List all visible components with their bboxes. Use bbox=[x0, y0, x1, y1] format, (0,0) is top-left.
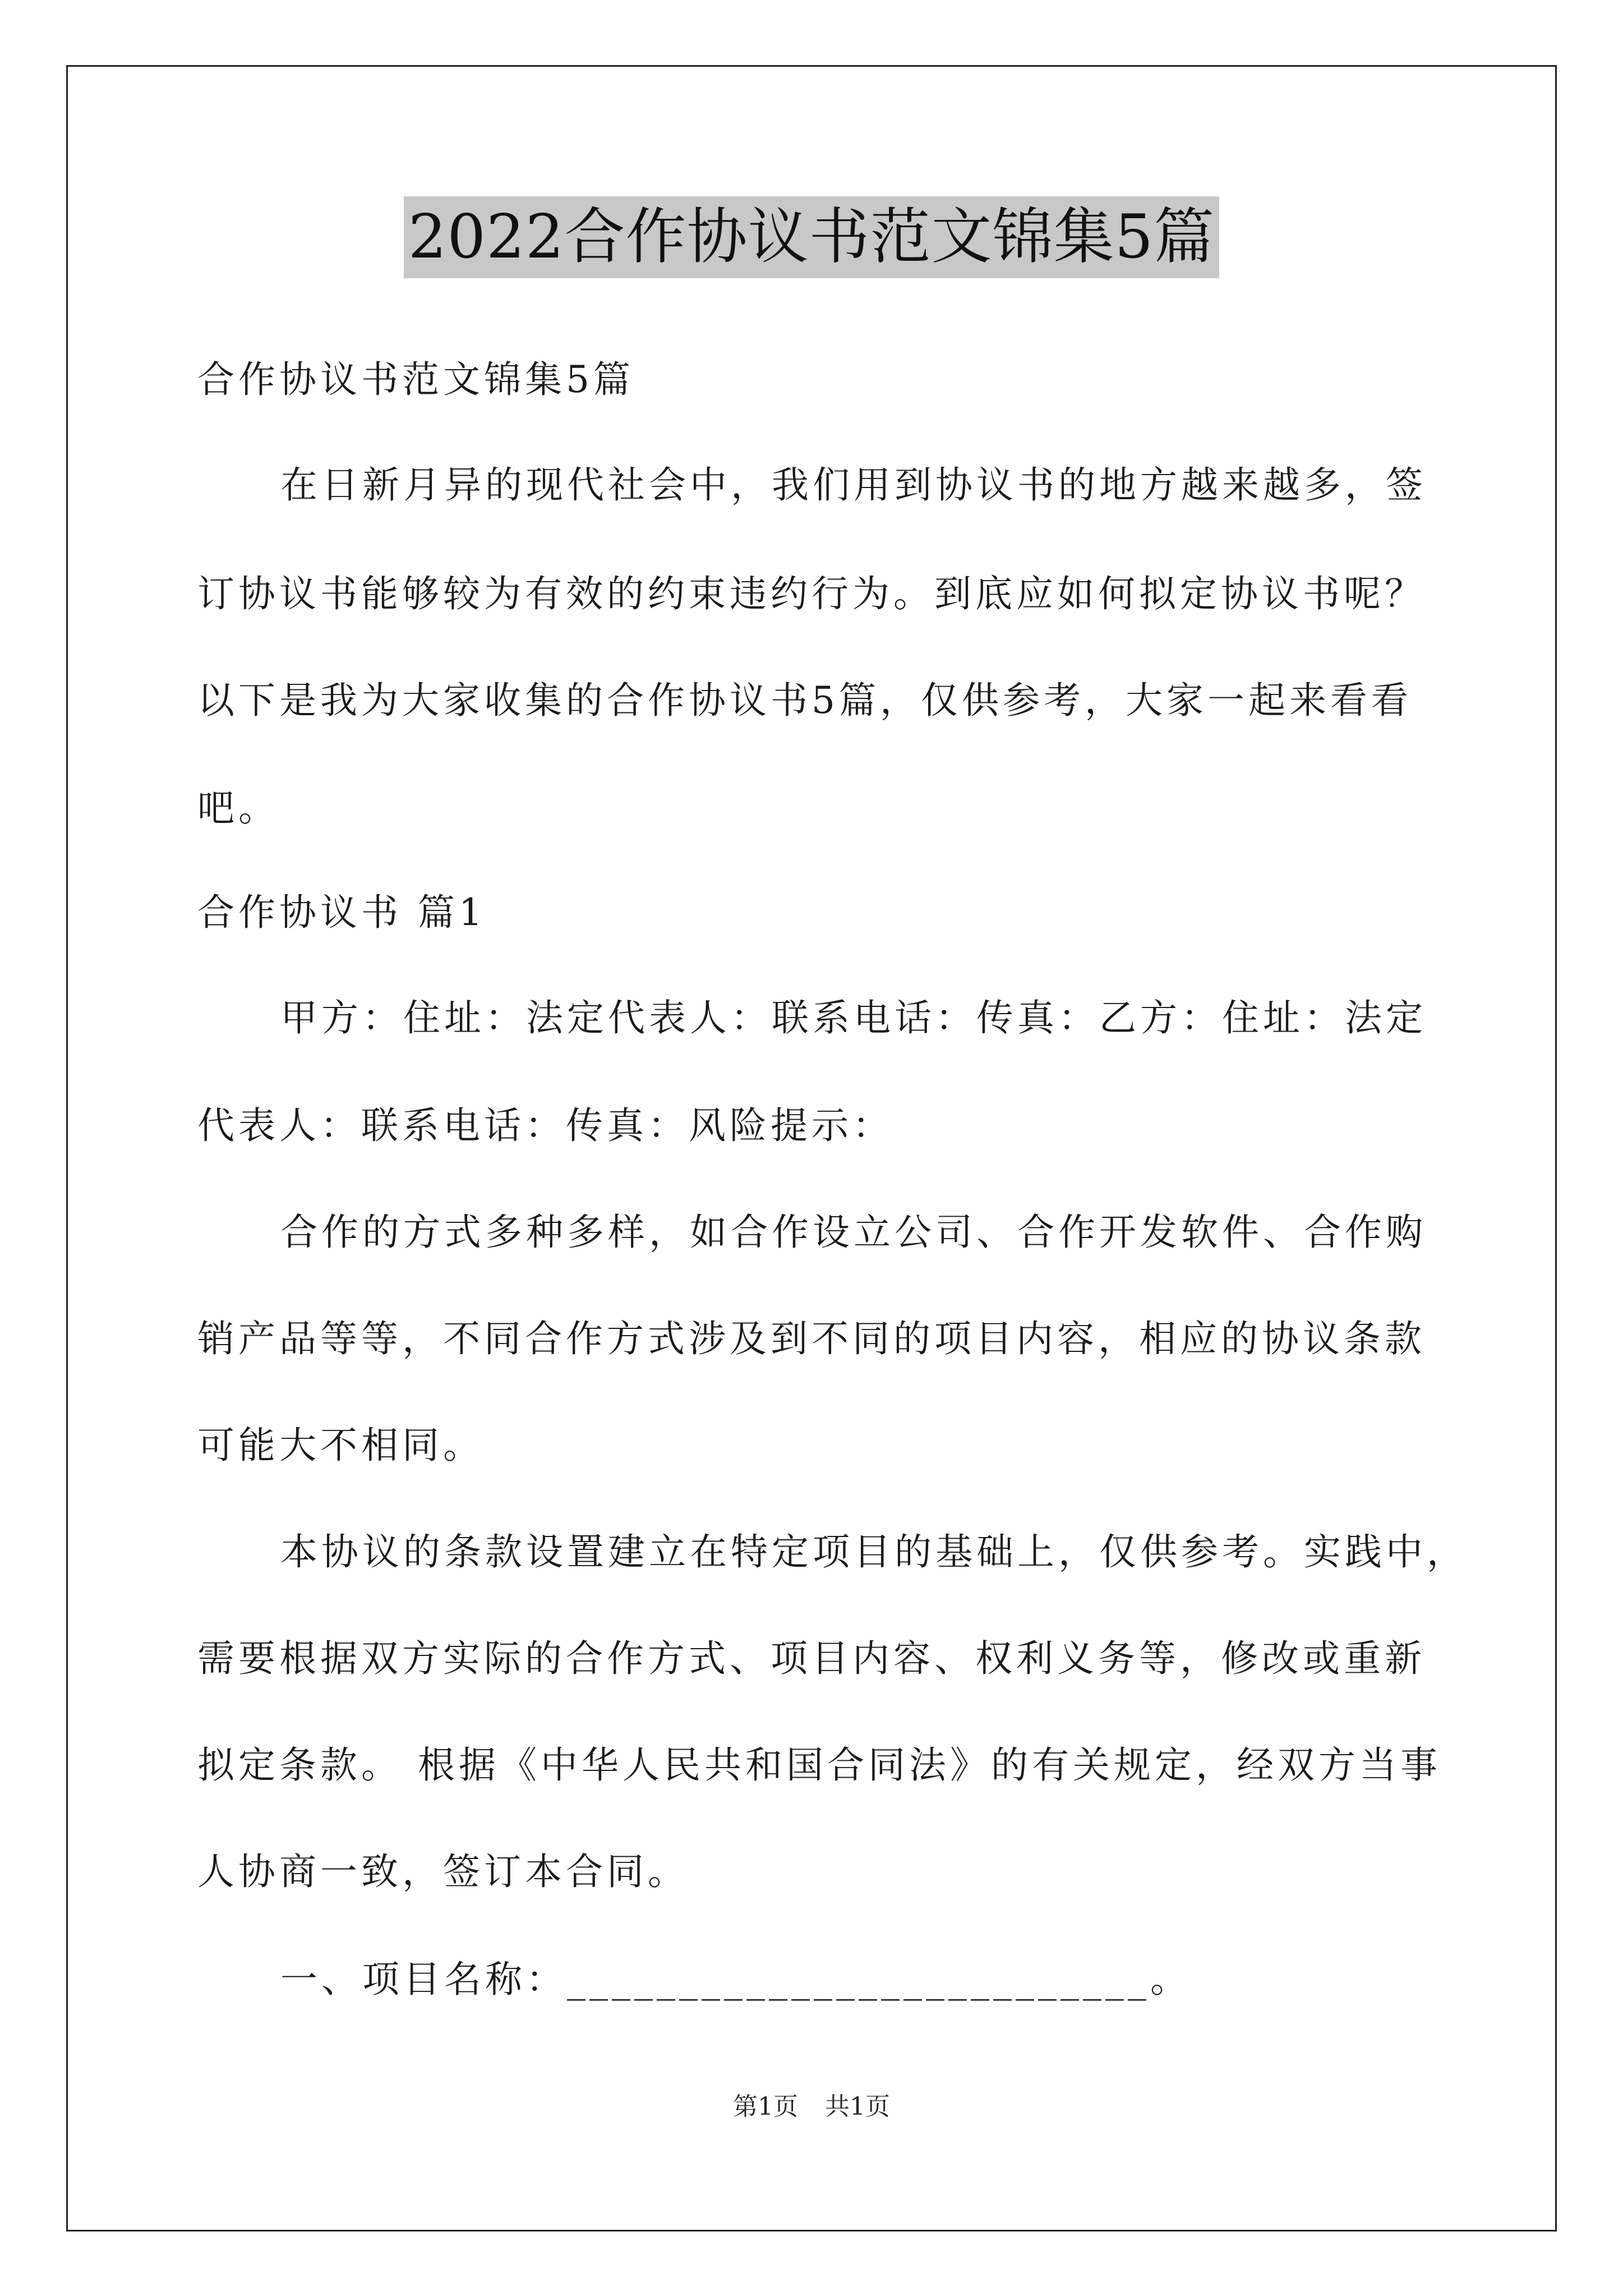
body-line: 销产品等等，不同合作方式涉及到不同的项目内容，相应的协议条款 bbox=[197, 1317, 1426, 1360]
body-line: 甲方：住址：法定代表人：联系电话：传真：乙方：住址：法定 bbox=[280, 996, 1427, 1039]
page-footer bbox=[0, 2090, 1623, 2124]
project-name-line: 一、项目名称：__________________________。 bbox=[280, 1958, 1191, 2001]
section-heading: 合作协议书 篇1 bbox=[197, 891, 486, 934]
body-line: 人协商一致，签订本合同。 bbox=[197, 1850, 689, 1893]
body-line: 在日新月异的现代社会中，我们用到协议书的地方越来越多，签 bbox=[280, 463, 1427, 507]
body-line: 订协议书能够较为有效的约束违约行为。到底应如何拟定协议书呢？ bbox=[197, 572, 1426, 615]
body-line: 吧。 bbox=[197, 786, 279, 830]
body-line: 拟定条款。 根据《中华人民共和国合同法》的有关规定，经双方当事 bbox=[197, 1743, 1441, 1787]
body-line: 需要根据双方实际的合作方式、项目内容、权利义务等，修改或重新 bbox=[197, 1637, 1426, 1680]
body-line: 合作的方式多种多样，如合作设立公司、合作开发软件、合作购 bbox=[280, 1211, 1427, 1254]
body-line: 可能大不相同。 bbox=[197, 1424, 484, 1467]
page-total: 共1页 bbox=[825, 2092, 890, 2121]
page-number: 第1页 bbox=[733, 2092, 798, 2121]
body-line: 本协议的条款设置建立在特定项目的基础上，仅供参考。实践中， bbox=[280, 1530, 1468, 1573]
subtitle-line: 合作协议书范文锦集5篇 bbox=[197, 358, 634, 401]
body-line: 代表人：联系电话：传真：风险提示： bbox=[197, 1104, 893, 1147]
document-title: 2022合作协议书范文锦集5篇 bbox=[404, 196, 1220, 278]
body-line: 以下是我为大家收集的合作协议书5篇，仅供参考，大家一起来看看 bbox=[197, 679, 1412, 722]
title-container bbox=[0, 196, 1623, 278]
